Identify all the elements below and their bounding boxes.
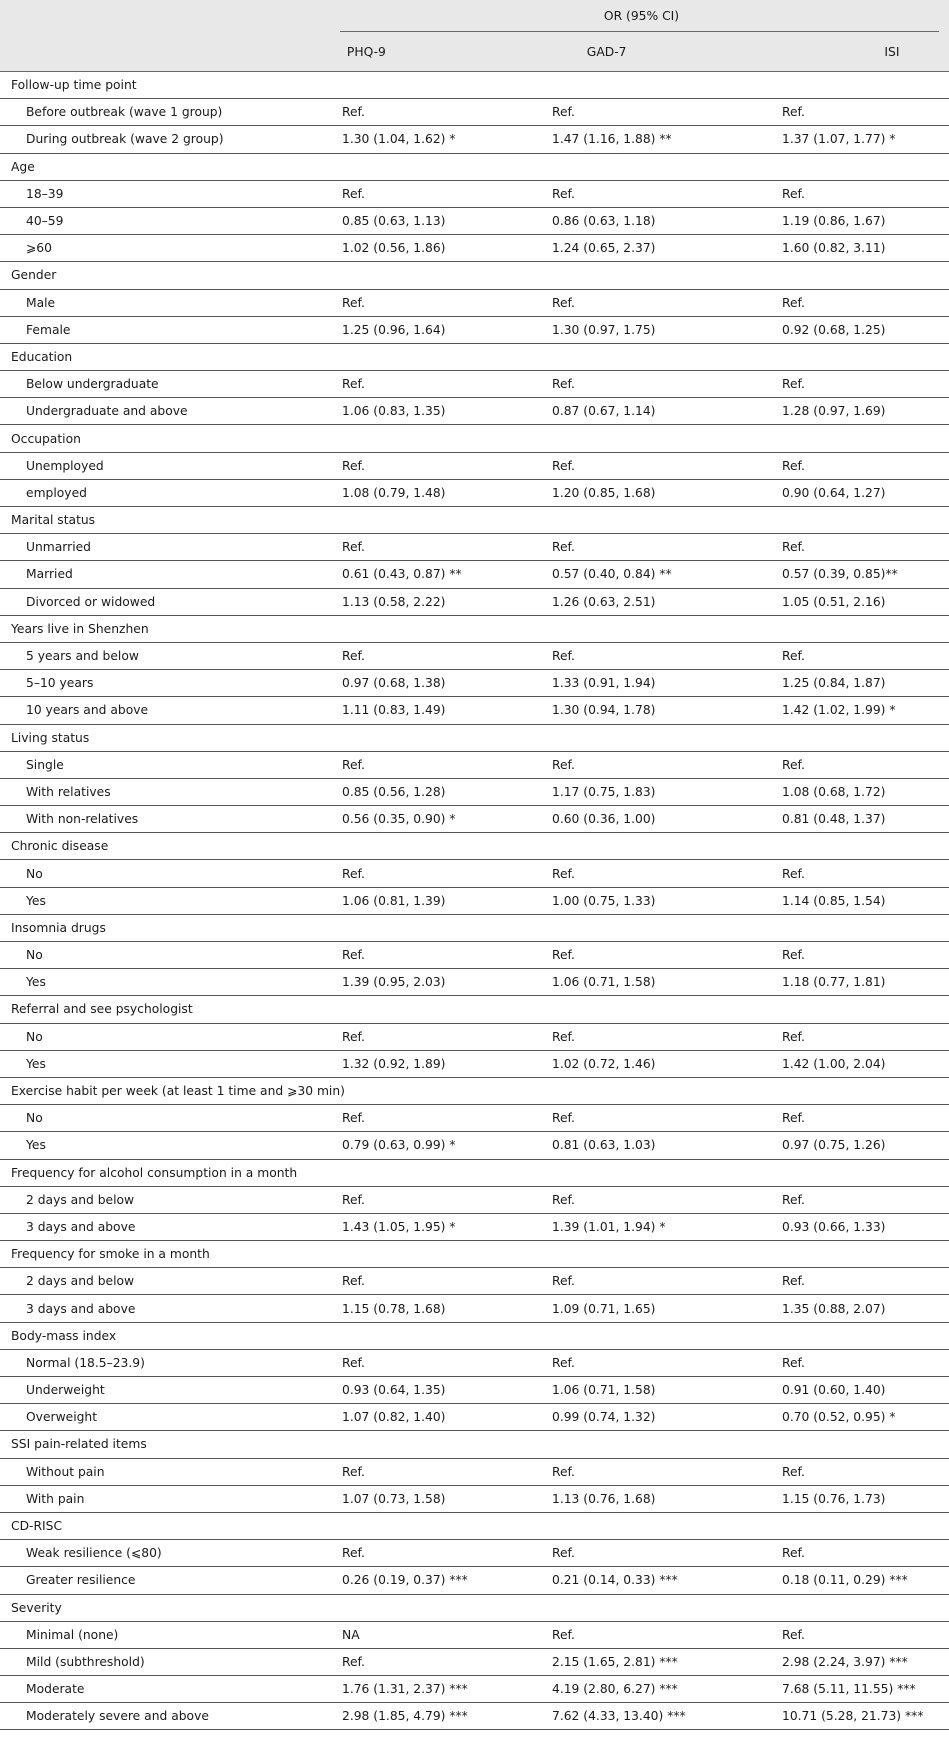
- value-cell-gad7: 1.33 (0.91, 1.94): [543, 670, 765, 697]
- value-cell-isi: Ref.: [765, 534, 949, 561]
- table-row: [0, 860, 949, 887]
- row-label: 18–39: [0, 180, 334, 207]
- table-row: [0, 1213, 949, 1240]
- table-row: [0, 642, 949, 669]
- section-header-row: [0, 1322, 949, 1349]
- value-cell-isi: 0.57 (0.39, 0.85)**: [765, 561, 949, 588]
- row-label: Mild (subthreshold): [0, 1648, 334, 1675]
- value-cell-phq9: Ref.: [334, 1268, 543, 1295]
- table-row: [0, 398, 949, 425]
- section-header-row: [0, 833, 949, 860]
- row-label: Minimal (none): [0, 1621, 334, 1648]
- section-header-row: [0, 996, 949, 1023]
- value-cell-phq9: Ref.: [334, 99, 543, 126]
- section-label: SSI pain-related items: [0, 1431, 949, 1458]
- table-row: [0, 1132, 949, 1159]
- table-row: [0, 180, 949, 207]
- value-cell-gad7: 1.13 (0.76, 1.68): [543, 1485, 765, 1512]
- value-cell-isi: 1.37 (1.07, 1.77) *: [765, 126, 949, 153]
- value-cell-isi: 1.08 (0.68, 1.72): [765, 778, 949, 805]
- value-cell-isi: Ref.: [765, 1105, 949, 1132]
- row-label: Moderately severe and above: [0, 1703, 334, 1730]
- value-cell-isi: 10.71 (5.28, 21.73) ***: [765, 1703, 949, 1730]
- section-label: Age: [0, 153, 949, 180]
- table-row: [0, 371, 949, 398]
- value-cell-phq9: Ref.: [334, 1105, 543, 1132]
- table-row: [0, 561, 949, 588]
- value-cell-isi: 0.18 (0.11, 0.29) ***: [765, 1567, 949, 1594]
- value-cell-phq9: 1.11 (0.83, 1.49): [334, 697, 543, 724]
- value-cell-gad7: 1.00 (0.75, 1.33): [543, 887, 765, 914]
- value-cell-gad7: Ref.: [543, 942, 765, 969]
- value-cell-gad7: 1.24 (0.65, 2.37): [543, 235, 765, 262]
- value-cell-isi: Ref.: [765, 1540, 949, 1567]
- section-header-row: [0, 1159, 949, 1186]
- row-label: 3 days and above: [0, 1213, 334, 1240]
- value-cell-phq9: Ref.: [334, 642, 543, 669]
- value-cell-isi: 0.97 (0.75, 1.26): [765, 1132, 949, 1159]
- value-cell-phq9: 0.93 (0.64, 1.35): [334, 1377, 543, 1404]
- table-row: [0, 1186, 949, 1213]
- table-row: [0, 969, 949, 996]
- section-header-row: [0, 724, 949, 751]
- value-cell-isi: 1.42 (1.00, 2.04): [765, 1050, 949, 1077]
- table-row: [0, 452, 949, 479]
- table-row: [0, 289, 949, 316]
- table-row: [0, 1023, 949, 1050]
- table-row: [0, 887, 949, 914]
- section-header-row: [0, 1512, 949, 1539]
- section-header-row: [0, 1594, 949, 1621]
- header-blank-cell: [0, 0, 334, 32]
- table-row: [0, 1676, 949, 1703]
- value-cell-phq9: Ref.: [334, 1023, 543, 1050]
- value-cell-gad7: Ref.: [543, 534, 765, 561]
- section-header-row: [0, 153, 949, 180]
- value-cell-phq9: 1.13 (0.58, 2.22): [334, 588, 543, 615]
- table-row: [0, 1485, 949, 1512]
- value-cell-isi: Ref.: [765, 1023, 949, 1050]
- section-label: Exercise habit per week (at least 1 time and ⩾30 min): [0, 1077, 949, 1104]
- value-cell-isi: Ref.: [765, 1186, 949, 1213]
- value-cell-phq9: 1.06 (0.83, 1.35): [334, 398, 543, 425]
- value-cell-phq9: 1.76 (1.31, 2.37) ***: [334, 1676, 543, 1703]
- value-cell-phq9: 1.30 (1.04, 1.62) *: [334, 126, 543, 153]
- section-header-row: [0, 425, 949, 452]
- row-label: Yes: [0, 1050, 334, 1077]
- value-cell-isi: 1.18 (0.77, 1.81): [765, 969, 949, 996]
- value-cell-isi: Ref.: [765, 289, 949, 316]
- row-label: Yes: [0, 887, 334, 914]
- value-cell-gad7: Ref.: [543, 1023, 765, 1050]
- table-row: [0, 670, 949, 697]
- value-cell-phq9: Ref.: [334, 751, 543, 778]
- header-blank-cell: [0, 32, 334, 72]
- value-cell-phq9: 2.98 (1.85, 4.79) ***: [334, 1703, 543, 1730]
- table-row: [0, 1268, 949, 1295]
- value-cell-isi: 1.28 (0.97, 1.69): [765, 398, 949, 425]
- measure-headers: [334, 32, 949, 72]
- value-cell-phq9: 1.43 (1.05, 1.95) *: [334, 1213, 543, 1240]
- row-label: 10 years and above: [0, 697, 334, 724]
- value-cell-gad7: Ref.: [543, 1268, 765, 1295]
- value-cell-gad7: Ref.: [543, 1186, 765, 1213]
- table-row: [0, 534, 949, 561]
- row-label: No: [0, 1105, 334, 1132]
- value-cell-gad7: 1.17 (0.75, 1.83): [543, 778, 765, 805]
- section-label: Frequency for alcohol consumption in a month: [0, 1159, 949, 1186]
- or-group-rule: [340, 31, 939, 32]
- section-header-row: [0, 1077, 949, 1104]
- table-row: [0, 1703, 949, 1730]
- section-label: Living status: [0, 724, 949, 751]
- table-row: [0, 479, 949, 506]
- row-label: Greater resilience: [0, 1567, 334, 1594]
- value-cell-isi: 0.92 (0.68, 1.25): [765, 316, 949, 343]
- value-cell-phq9: 0.61 (0.43, 0.87) **: [334, 561, 543, 588]
- row-label: Underweight: [0, 1377, 334, 1404]
- row-label: employed: [0, 479, 334, 506]
- table-row: [0, 1349, 949, 1376]
- value-cell-phq9: 0.85 (0.63, 1.13): [334, 207, 543, 234]
- table-row: [0, 1377, 949, 1404]
- value-cell-isi: 1.05 (0.51, 2.16): [765, 588, 949, 615]
- table-row: [0, 778, 949, 805]
- section-label: Referral and see psychologist: [0, 996, 949, 1023]
- value-cell-gad7: Ref.: [543, 289, 765, 316]
- row-label: With relatives: [0, 778, 334, 805]
- table-row: [0, 806, 949, 833]
- table-row: [0, 207, 949, 234]
- value-cell-gad7: 2.15 (1.65, 2.81) ***: [543, 1648, 765, 1675]
- value-cell-gad7: Ref.: [543, 99, 765, 126]
- table-row: [0, 697, 949, 724]
- value-cell-phq9: Ref.: [334, 1186, 543, 1213]
- value-cell-gad7: Ref.: [543, 180, 765, 207]
- row-label: 5 years and below: [0, 642, 334, 669]
- section-label: Frequency for smoke in a month: [0, 1241, 949, 1268]
- row-label: No: [0, 942, 334, 969]
- value-cell-gad7: 0.81 (0.63, 1.03): [543, 1132, 765, 1159]
- table-row: [0, 1458, 949, 1485]
- table-row: [0, 316, 949, 343]
- value-cell-phq9: 1.25 (0.96, 1.64): [334, 316, 543, 343]
- section-header-row: [0, 1241, 949, 1268]
- column-header-gad7: GAD-7: [586, 44, 627, 59]
- row-label: Yes: [0, 969, 334, 996]
- section-header-row: [0, 1431, 949, 1458]
- column-header-phq9: PHQ-9: [346, 44, 386, 59]
- table-row: [0, 588, 949, 615]
- value-cell-isi: Ref.: [765, 942, 949, 969]
- value-cell-phq9: Ref.: [334, 860, 543, 887]
- value-cell-gad7: 7.62 (4.33, 13.40) ***: [543, 1703, 765, 1730]
- section-header-row: [0, 72, 949, 99]
- value-cell-phq9: 0.56 (0.35, 0.90) *: [334, 806, 543, 833]
- value-cell-isi: Ref.: [765, 642, 949, 669]
- value-cell-gad7: 0.87 (0.67, 1.14): [543, 398, 765, 425]
- value-cell-isi: Ref.: [765, 1349, 949, 1376]
- value-cell-gad7: 0.60 (0.36, 1.00): [543, 806, 765, 833]
- table-row: [0, 751, 949, 778]
- row-label: Single: [0, 751, 334, 778]
- value-cell-gad7: 4.19 (2.80, 6.27) ***: [543, 1676, 765, 1703]
- section-label: Occupation: [0, 425, 949, 452]
- value-cell-isi: 0.70 (0.52, 0.95) *: [765, 1404, 949, 1431]
- value-cell-phq9: 1.02 (0.56, 1.86): [334, 235, 543, 262]
- value-cell-gad7: Ref.: [543, 1349, 765, 1376]
- section-label: Years live in Shenzhen: [0, 615, 949, 642]
- section-header-row: [0, 615, 949, 642]
- value-cell-gad7: Ref.: [543, 1105, 765, 1132]
- row-label: Without pain: [0, 1458, 334, 1485]
- value-cell-gad7: 1.30 (0.94, 1.78): [543, 697, 765, 724]
- row-label: Undergraduate and above: [0, 398, 334, 425]
- section-label: Chronic disease: [0, 833, 949, 860]
- value-cell-isi: Ref.: [765, 860, 949, 887]
- value-cell-gad7: 0.99 (0.74, 1.32): [543, 1404, 765, 1431]
- value-cell-isi: 2.98 (2.24, 3.97) ***: [765, 1648, 949, 1675]
- table-row: [0, 1567, 949, 1594]
- section-header-row: [0, 914, 949, 941]
- section-label: Education: [0, 343, 949, 370]
- row-label: 3 days and above: [0, 1295, 334, 1322]
- row-label: Married: [0, 561, 334, 588]
- value-cell-phq9: Ref.: [334, 371, 543, 398]
- row-label: Male: [0, 289, 334, 316]
- row-label: Unemployed: [0, 452, 334, 479]
- value-cell-isi: 7.68 (5.11, 11.55) ***: [765, 1676, 949, 1703]
- value-cell-gad7: Ref.: [543, 642, 765, 669]
- section-label: Gender: [0, 262, 949, 289]
- section-label: Insomnia drugs: [0, 914, 949, 941]
- row-label: 5–10 years: [0, 670, 334, 697]
- table-row: [0, 235, 949, 262]
- or-group-label: OR (95% CI): [603, 9, 680, 23]
- row-label: With pain: [0, 1485, 334, 1512]
- value-cell-isi: 0.93 (0.66, 1.33): [765, 1213, 949, 1240]
- value-cell-isi: 1.19 (0.86, 1.67): [765, 207, 949, 234]
- table-row: [0, 1621, 949, 1648]
- value-cell-isi: 1.35 (0.88, 2.07): [765, 1295, 949, 1322]
- value-cell-phq9: 0.97 (0.68, 1.38): [334, 670, 543, 697]
- value-cell-phq9: Ref.: [334, 534, 543, 561]
- row-label: Moderate: [0, 1676, 334, 1703]
- value-cell-gad7: 1.09 (0.71, 1.65): [543, 1295, 765, 1322]
- row-label: Weak resilience (⩽80): [0, 1540, 334, 1567]
- value-cell-gad7: Ref.: [543, 751, 765, 778]
- value-cell-gad7: 1.30 (0.97, 1.75): [543, 316, 765, 343]
- row-label: Unmarried: [0, 534, 334, 561]
- row-label: Normal (18.5–23.9): [0, 1349, 334, 1376]
- section-label: CD-RISC: [0, 1512, 949, 1539]
- value-cell-isi: 1.15 (0.76, 1.73): [765, 1485, 949, 1512]
- table-row: [0, 1540, 949, 1567]
- row-label: Below undergraduate: [0, 371, 334, 398]
- value-cell-isi: Ref.: [765, 371, 949, 398]
- section-label: Severity: [0, 1594, 949, 1621]
- value-cell-isi: 1.60 (0.82, 3.11): [765, 235, 949, 262]
- value-cell-phq9: 1.07 (0.73, 1.58): [334, 1485, 543, 1512]
- table-body: [0, 72, 949, 1730]
- value-cell-gad7: Ref.: [543, 452, 765, 479]
- value-cell-phq9: 1.06 (0.81, 1.39): [334, 887, 543, 914]
- table-row: [0, 942, 949, 969]
- value-cell-isi: Ref.: [765, 1621, 949, 1648]
- row-label: No: [0, 1023, 334, 1050]
- column-header-isi: ISI: [884, 44, 900, 59]
- value-cell-isi: Ref.: [765, 1268, 949, 1295]
- row-label: Before outbreak (wave 1 group): [0, 99, 334, 126]
- value-cell-gad7: Ref.: [543, 1621, 765, 1648]
- value-cell-isi: 0.91 (0.60, 1.40): [765, 1377, 949, 1404]
- value-cell-phq9: 1.15 (0.78, 1.68): [334, 1295, 543, 1322]
- value-cell-gad7: 1.06 (0.71, 1.58): [543, 969, 765, 996]
- row-label: Yes: [0, 1132, 334, 1159]
- value-cell-phq9: 1.39 (0.95, 2.03): [334, 969, 543, 996]
- value-cell-gad7: Ref.: [543, 1540, 765, 1567]
- row-label: Divorced or widowed: [0, 588, 334, 615]
- row-label: 40–59: [0, 207, 334, 234]
- value-cell-isi: 0.90 (0.64, 1.27): [765, 479, 949, 506]
- value-cell-phq9: Ref.: [334, 289, 543, 316]
- value-cell-gad7: 1.02 (0.72, 1.46): [543, 1050, 765, 1077]
- value-cell-phq9: 0.85 (0.56, 1.28): [334, 778, 543, 805]
- value-cell-phq9: 1.32 (0.92, 1.89): [334, 1050, 543, 1077]
- value-cell-gad7: 1.06 (0.71, 1.58): [543, 1377, 765, 1404]
- section-header-row: [0, 343, 949, 370]
- row-label: With non-relatives: [0, 806, 334, 833]
- row-label: Female: [0, 316, 334, 343]
- table-row: [0, 99, 949, 126]
- value-cell-phq9: 1.07 (0.82, 1.40): [334, 1404, 543, 1431]
- value-cell-phq9: 0.26 (0.19, 0.37) ***: [334, 1567, 543, 1594]
- value-cell-gad7: Ref.: [543, 860, 765, 887]
- value-cell-isi: 1.25 (0.84, 1.87): [765, 670, 949, 697]
- value-cell-phq9: Ref.: [334, 1540, 543, 1567]
- row-label: Overweight: [0, 1404, 334, 1431]
- value-cell-gad7: 1.26 (0.63, 2.51): [543, 588, 765, 615]
- row-label: No: [0, 860, 334, 887]
- value-cell-phq9: Ref.: [334, 1648, 543, 1675]
- value-cell-phq9: Ref.: [334, 1458, 543, 1485]
- section-label: Body-mass index: [0, 1322, 949, 1349]
- value-cell-phq9: 0.79 (0.63, 0.99) *: [334, 1132, 543, 1159]
- value-cell-gad7: 0.21 (0.14, 0.33) ***: [543, 1567, 765, 1594]
- value-cell-phq9: NA: [334, 1621, 543, 1648]
- value-cell-isi: Ref.: [765, 180, 949, 207]
- table-header: [0, 0, 949, 72]
- table-row: [0, 1648, 949, 1675]
- table-row: [0, 126, 949, 153]
- value-cell-isi: 1.14 (0.85, 1.54): [765, 887, 949, 914]
- value-cell-phq9: Ref.: [334, 180, 543, 207]
- value-cell-isi: Ref.: [765, 1458, 949, 1485]
- row-label: ⩾60: [0, 235, 334, 262]
- value-cell-phq9: Ref.: [334, 942, 543, 969]
- value-cell-gad7: 1.47 (1.16, 1.88) **: [543, 126, 765, 153]
- value-cell-phq9: Ref.: [334, 1349, 543, 1376]
- value-cell-gad7: 0.86 (0.63, 1.18): [543, 207, 765, 234]
- value-cell-isi: Ref.: [765, 751, 949, 778]
- table-row: [0, 1105, 949, 1132]
- value-cell-gad7: Ref.: [543, 1458, 765, 1485]
- value-cell-gad7: 1.20 (0.85, 1.68): [543, 479, 765, 506]
- row-label: During outbreak (wave 2 group): [0, 126, 334, 153]
- value-cell-isi: Ref.: [765, 99, 949, 126]
- table-row: [0, 1295, 949, 1322]
- value-cell-isi: Ref.: [765, 452, 949, 479]
- row-label: 2 days and below: [0, 1186, 334, 1213]
- table-row: [0, 1404, 949, 1431]
- or-group-header: [334, 0, 949, 32]
- section-label: Marital status: [0, 507, 949, 534]
- value-cell-gad7: 1.39 (1.01, 1.94) *: [543, 1213, 765, 1240]
- value-cell-gad7: 0.57 (0.40, 0.84) **: [543, 561, 765, 588]
- section-header-row: [0, 262, 949, 289]
- section-label: Follow-up time point: [0, 72, 949, 99]
- value-cell-phq9: Ref.: [334, 452, 543, 479]
- row-label: 2 days and below: [0, 1268, 334, 1295]
- value-cell-phq9: 1.08 (0.79, 1.48): [334, 479, 543, 506]
- value-cell-isi: 1.42 (1.02, 1.99) *: [765, 697, 949, 724]
- value-cell-isi: 0.81 (0.48, 1.37): [765, 806, 949, 833]
- table-row: [0, 1050, 949, 1077]
- section-header-row: [0, 507, 949, 534]
- value-cell-gad7: Ref.: [543, 371, 765, 398]
